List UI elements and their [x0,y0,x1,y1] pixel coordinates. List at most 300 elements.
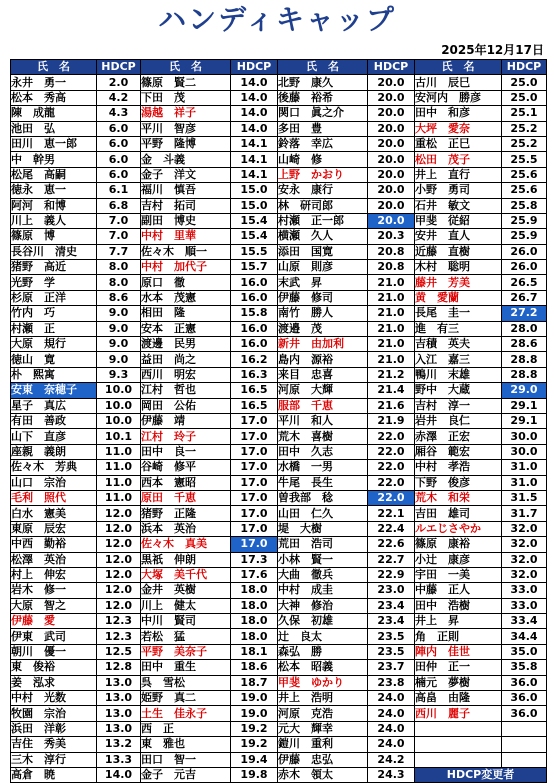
player-hdcp: 22.1 [368,506,415,521]
name-header: 氏 名 [141,60,231,75]
table-row [11,490,547,505]
player-name: 村瀬 正 [11,321,97,336]
table-row [11,352,547,367]
player-hdcp: 14.0 [231,90,278,105]
player-hdcp: 17.0 [231,521,278,536]
player-name: 阿河 和博 [11,198,97,213]
table-row [11,290,547,305]
player-hdcp: 28.6 [502,337,547,352]
player-name: 中村 光数 [11,691,97,706]
player-name: 水本 茂憲 [141,290,231,305]
player-hdcp: 19.2 [231,721,278,736]
player-name: 末武 昇 [278,275,368,290]
player-hdcp: 6.0 [97,121,141,136]
player-hdcp: 31.0 [502,475,547,490]
player-name: 古川 辰巳 [415,75,502,90]
player-name: 西川 明宏 [141,367,231,382]
player-hdcp: 14.1 [231,136,278,151]
player-hdcp: 20.8 [368,244,415,259]
player-hdcp: 17.0 [231,506,278,521]
hdcp-header: HDCP [502,60,547,75]
table-row [11,567,547,582]
player-hdcp: 31.5 [502,490,547,505]
hdcp-changed-legend: HDCP変更者 [415,767,547,782]
player-name: 川上 義人 [11,213,97,228]
player-hdcp: 18.1 [231,644,278,659]
player-name: 金子 元吉 [141,767,231,782]
player-name: 篠原 康裕 [415,537,502,552]
player-name: 林 研司郎 [278,198,368,213]
player-name: 赤澤 正宏 [415,429,502,444]
player-name: 入江 嘉三 [415,352,502,367]
player-hdcp: 8.0 [97,275,141,290]
table-row [11,598,547,613]
player-name: ルエじさやか [415,521,502,536]
player-name: 東 俊裕 [11,660,97,675]
player-hdcp: 20.8 [368,260,415,275]
table-row [11,90,547,105]
player-name: 下野 俊彦 [415,475,502,490]
player-name: 辻 良太 [278,629,368,644]
player-name: 篠原 博 [11,229,97,244]
player-hdcp: 6.0 [97,136,141,151]
player-name: 松田 茂子 [415,152,502,167]
table-row [11,337,547,352]
player-hdcp: 20.3 [368,229,415,244]
player-hdcp: 20.0 [368,183,415,198]
player-name: 陳 成龍 [11,106,97,121]
player-hdcp: 18.0 [231,629,278,644]
table-row [11,629,547,644]
player-hdcp: 14.0 [231,75,278,90]
player-name: 角 正則 [415,629,502,644]
player-hdcp: 12.0 [97,537,141,552]
player-hdcp: 17.0 [231,413,278,428]
player-name: 久保 初雄 [278,614,368,629]
player-hdcp: 19.4 [231,752,278,767]
player-hdcp: 25.1 [502,106,547,121]
player-name: 松尾 高嗣 [11,167,97,182]
player-name: 浜本 英治 [141,521,231,536]
player-hdcp: 16.5 [231,383,278,398]
player-hdcp: 16.3 [231,367,278,382]
table-row [11,413,547,428]
player-name: 小辻 康彦 [415,552,502,567]
player-name: 中西 勤裕 [11,537,97,552]
player-name: 牛尾 長生 [278,475,368,490]
player-hdcp: 11.0 [97,444,141,459]
player-hdcp: 33.4 [502,614,547,629]
player-name: 池田 弘 [11,121,97,136]
player-hdcp: 35.0 [502,644,547,659]
player-hdcp: 36.0 [502,691,547,706]
table-row [11,444,547,459]
player-name: 若松 猛 [141,629,231,644]
player-hdcp: 10.0 [97,383,141,398]
player-hdcp: 31.0 [502,460,547,475]
player-hdcp: 27.2 [502,306,547,321]
player-hdcp: 18.0 [231,583,278,598]
player-name: 長谷川 清史 [11,244,97,259]
player-name: 楠元 夢樹 [415,675,502,690]
table-row [11,583,547,598]
table-row [11,767,547,782]
table-row [11,506,547,521]
player-hdcp: 21.0 [368,306,415,321]
player-hdcp: 32.0 [502,521,547,536]
player-hdcp: 18.6 [231,660,278,675]
player-hdcp: 16.2 [231,352,278,367]
player-hdcp: 16.0 [231,290,278,305]
player-name: 多田 豊 [278,121,368,136]
player-name: 朴 熙寓 [11,367,97,382]
player-hdcp: 12.0 [97,552,141,567]
player-name: 安井 直人 [415,229,502,244]
player-name: 竹内 巧 [11,306,97,321]
player-hdcp: 12.0 [97,567,141,582]
player-hdcp: 10.0 [97,413,141,428]
player-hdcp: 28.8 [502,352,547,367]
player-hdcp: 23.0 [368,583,415,598]
player-name: 西川 麗子 [415,706,502,721]
player-name: 徳永 恵一 [11,183,97,198]
player-hdcp: 26.7 [502,290,547,305]
player-name: 井上 直行 [415,167,502,182]
player-name: 永井 勇一 [11,75,97,90]
player-name: 山口 宗治 [11,475,97,490]
player-hdcp: 12.5 [97,644,141,659]
hdcp-header: HDCP [231,60,278,75]
table-row [11,398,547,413]
player-name: 渡邉 茂 [278,321,368,336]
player-name: 甲斐 ゆかり [278,675,368,690]
player-hdcp: 15.8 [231,306,278,321]
player-name: 木村 聡明 [415,260,502,275]
hdcp-header: HDCP [368,60,415,75]
player-name: 小林 賢一 [278,552,368,567]
player-hdcp: 9.0 [97,352,141,367]
player-name: 吉住 秀美 [11,737,97,752]
player-name: 西本 憲昭 [141,475,231,490]
player-hdcp: 24.0 [368,721,415,736]
player-hdcp: 24.0 [368,691,415,706]
player-name: 姫野 真二 [141,691,231,706]
player-hdcp: 9.0 [97,321,141,336]
player-hdcp: 22.7 [368,552,415,567]
player-name: 原口 徹 [141,275,231,290]
player-name: 田口 智一 [141,752,231,767]
player-name: 島内 源裕 [278,352,368,367]
player-hdcp: 12.0 [97,598,141,613]
player-name: 牧園 宗治 [11,706,97,721]
hdcp-header: HDCP [97,60,141,75]
player-name: 金井 英樹 [141,583,231,598]
player-name: 井上 浩明 [278,691,368,706]
player-name: 大曲 徹兵 [278,567,368,582]
player-hdcp: 15.0 [231,183,278,198]
player-hdcp: 31.7 [502,506,547,521]
player-name: 松本 昭義 [278,660,368,675]
player-hdcp: 34.4 [502,629,547,644]
player-name: 姜 泓求 [11,675,97,690]
date-label: 2025年12月17日 [441,43,544,57]
player-name: 福川 慎吾 [141,183,231,198]
player-name: 中藤 正人 [415,583,502,598]
player-hdcp: 17.0 [231,460,278,475]
player-hdcp: 24.0 [368,706,415,721]
player-name: 鴨川 末雄 [415,367,502,382]
player-hdcp: 2.0 [97,75,141,90]
table-row [11,121,547,136]
player-hdcp: 14.0 [97,767,141,782]
player-name: 重松 正巳 [415,136,502,151]
player-name: 伊藤 愛 [11,614,97,629]
player-name: 伊藤 靖 [141,413,231,428]
player-name: 白水 憲美 [11,506,97,521]
player-hdcp: 22.0 [368,475,415,490]
player-hdcp: 20.0 [368,136,415,151]
player-name: 田仲 正一 [415,660,502,675]
player-name: 吉積 英夫 [415,337,502,352]
player-hdcp: 19.0 [231,706,278,721]
player-name: 中村 成圭 [278,583,368,598]
player-name: 大坪 愛奈 [415,121,502,136]
player-name: 金 斗義 [141,152,231,167]
table-row [11,383,547,398]
player-hdcp: 24.2 [368,752,415,767]
player-hdcp: 25.0 [502,75,547,90]
player-name: 山田 仁久 [278,506,368,521]
player-hdcp: 20.0 [368,75,415,90]
player-hdcp: 4.2 [97,90,141,105]
player-hdcp: 17.0 [231,444,278,459]
player-name: 杉原 正洋 [11,290,97,305]
player-name: 元大 輝幸 [278,721,368,736]
player-name: 荒木 和栄 [415,490,502,505]
player-name: 後藤 裕希 [278,90,368,105]
player-name: 藤井 芳美 [415,275,502,290]
player-name: 小野 勇司 [415,183,502,198]
player-name: 赤木 領太 [278,767,368,782]
player-hdcp: 6.1 [97,183,141,198]
player-name: 佐々木 順一 [141,244,231,259]
player-hdcp: 20.0 [368,213,415,228]
player-hdcp: 22.9 [368,567,415,582]
player-name: 田中 浩樹 [415,598,502,613]
player-name: 長尾 圭一 [415,306,502,321]
player-hdcp: 33.0 [502,598,547,613]
player-hdcp: 35.8 [502,660,547,675]
player-name: 星子 真広 [11,398,97,413]
player-name: 大神 修治 [278,598,368,613]
player-name: 徳山 寛 [11,352,97,367]
player-name: 田川 恵一郎 [11,136,97,151]
player-hdcp: 21.0 [368,321,415,336]
player-name: 田中 久志 [278,444,368,459]
player-hdcp: 9.0 [97,337,141,352]
player-hdcp: 25.0 [502,90,547,105]
player-hdcp: 6.0 [97,152,141,167]
player-name: 安河内 勝彦 [415,90,502,105]
player-name: 伊東 武司 [11,629,97,644]
player-hdcp: 21.0 [368,352,415,367]
player-name: 陣内 佳世 [415,644,502,659]
player-name: 森弘 勝 [278,644,368,659]
player-hdcp: 14.0 [231,121,278,136]
player-name: 下田 茂 [141,90,231,105]
player-name: 光野 学 [11,275,97,290]
player-hdcp: 22.6 [368,537,415,552]
table-row [11,229,547,244]
table-row [11,644,547,659]
player-hdcp: 30.0 [502,429,547,444]
player-name: 高畠 由隆 [415,691,502,706]
player-hdcp: 26.0 [502,244,547,259]
player-hdcp: 24.0 [368,737,415,752]
player-name: 南竹 勝人 [278,306,368,321]
name-header: 氏 名 [278,60,368,75]
player-hdcp: 25.5 [502,152,547,167]
player-hdcp: 21.6 [368,398,415,413]
player-name: 吉村 拓司 [141,198,231,213]
table-row [11,244,547,259]
player-name: 川上 健太 [141,598,231,613]
player-name: 山崎 修 [278,152,368,167]
table-row [11,737,547,752]
player-hdcp: 22.0 [368,490,415,505]
player-name: 鎧川 重利 [278,737,368,752]
player-hdcp: 16.0 [231,321,278,336]
player-name: 村瀬 正一郎 [278,213,368,228]
table-row [11,706,547,721]
table-row [11,660,547,675]
player-name: 江村 哲也 [141,383,231,398]
player-hdcp: 18.0 [231,614,278,629]
player-name: 大原 規行 [11,337,97,352]
player-name: 来目 忠喜 [278,367,368,382]
player-name: 谷崎 修平 [141,460,231,475]
table-row [11,136,547,151]
player-hdcp: 25.8 [502,198,547,213]
player-hdcp: 25.9 [502,213,547,228]
player-name: 田中 和彦 [415,106,502,121]
player-name [415,752,502,767]
player-hdcp: 12.8 [97,660,141,675]
player-hdcp: 26.0 [502,260,547,275]
player-name: 三木 淳行 [11,752,97,767]
player-name: 座親 義朗 [11,444,97,459]
player-hdcp: 33.0 [502,583,547,598]
player-name: 野中 大蔵 [415,383,502,398]
player-hdcp: 32.0 [502,552,547,567]
player-name: 安本 正憲 [141,321,231,336]
player-hdcp: 10.1 [97,429,141,444]
table-row [11,167,547,182]
player-hdcp: 6.0 [97,167,141,182]
player-name: 井上 昇 [415,614,502,629]
player-hdcp: 36.0 [502,706,547,721]
player-hdcp: 15.0 [231,198,278,213]
player-hdcp: 25.2 [502,121,547,136]
player-name: 西 正 [141,721,231,736]
player-name: 安東 奈穂子 [11,383,97,398]
player-hdcp: 13.0 [97,706,141,721]
player-hdcp: 16.5 [231,398,278,413]
table-row [11,152,547,167]
player-name: 鈴落 幸広 [278,136,368,151]
player-name: 平野 隆博 [141,136,231,151]
player-hdcp: 23.8 [368,675,415,690]
player-hdcp: 18.0 [231,598,278,613]
player-name: 伊藤 修司 [278,290,368,305]
player-name: 高倉 暁 [11,767,97,782]
player-hdcp: 11.0 [97,460,141,475]
player-name: 横瀬 久人 [278,229,368,244]
player-name: 水橋 一男 [278,460,368,475]
player-hdcp: 28.0 [502,321,547,336]
player-hdcp: 20.0 [368,152,415,167]
player-hdcp: 20.0 [368,121,415,136]
player-name: 毛利 照代 [11,490,97,505]
player-hdcp: 20.0 [368,106,415,121]
player-name: 村上 伸宏 [11,567,97,582]
player-hdcp: 25.9 [502,229,547,244]
table-row [11,198,547,213]
player-hdcp: 12.3 [97,614,141,629]
player-hdcp: 7.0 [97,213,141,228]
player-hdcp: 22.0 [368,460,415,475]
player-hdcp: 23.7 [368,660,415,675]
player-name: 安永 康行 [278,183,368,198]
player-hdcp: 9.3 [97,367,141,382]
player-name: 中村 加代子 [141,260,231,275]
player-name: 田中 良一 [141,444,231,459]
table-row [11,475,547,490]
player-hdcp: 17.6 [231,567,278,582]
table-row [11,691,547,706]
player-hdcp: 14.0 [231,106,278,121]
player-name: 宇田 一美 [415,567,502,582]
player-name: 大原 智之 [11,598,97,613]
player-hdcp: 20.0 [368,198,415,213]
player-name: 松澤 英治 [11,552,97,567]
player-name: 黒祇 伸朗 [141,552,231,567]
player-hdcp: 13.2 [97,737,141,752]
player-name: 近藤 直樹 [415,244,502,259]
player-hdcp: 21.9 [368,413,415,428]
player-name: 岡田 公佑 [141,398,231,413]
player-hdcp: 23.5 [368,644,415,659]
player-hdcp: 13.0 [97,721,141,736]
table-row [11,675,547,690]
player-hdcp: 32.0 [502,537,547,552]
player-hdcp: 22.0 [368,429,415,444]
player-hdcp: 13.3 [97,752,141,767]
table-row [11,106,547,121]
player-hdcp: 19.0 [231,691,278,706]
player-hdcp: 7.7 [97,244,141,259]
player-name: 相田 隆 [141,306,231,321]
player-hdcp: 30.0 [502,444,547,459]
player-name: 東原 辰宏 [11,521,97,536]
player-hdcp: 20.0 [368,90,415,105]
player-name: 田中 重生 [141,660,231,675]
player-hdcp: 13.0 [97,691,141,706]
player-name: 岩井 良仁 [415,413,502,428]
player-name: 中村 孝浩 [415,460,502,475]
player-hdcp: 23.4 [368,614,415,629]
player-name: 荒田 浩司 [278,537,368,552]
